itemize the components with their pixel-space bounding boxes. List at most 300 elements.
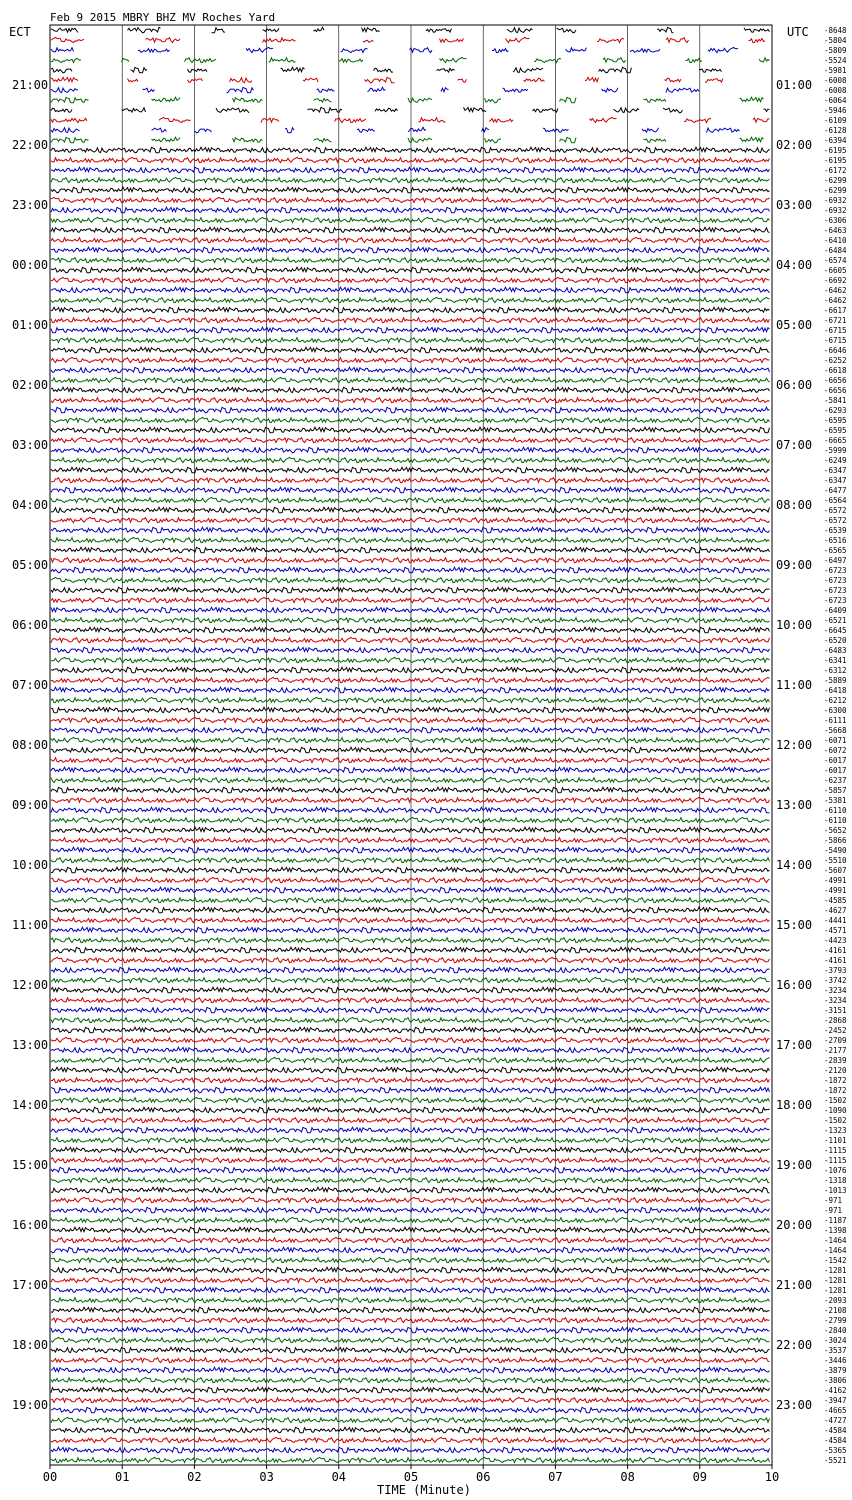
trace-offset-label: -5946: [824, 106, 847, 115]
trace-offset-labels: [824, 26, 847, 1465]
trace-offset-label: -6249: [824, 456, 847, 465]
trace-row: [51, 257, 770, 262]
trace-row: [51, 1107, 770, 1113]
trace-offset-label: -1115: [824, 1146, 847, 1155]
x-tick-label: 00: [42, 1470, 58, 1484]
trace-row: [51, 1047, 770, 1053]
trace-row: [51, 277, 770, 282]
trace-offset-label: -4585: [824, 896, 847, 905]
trace-row: [51, 1357, 770, 1362]
trace-row: [51, 697, 770, 702]
trace-offset-label: -1076: [824, 1166, 847, 1175]
trace-offset-label: -5841: [824, 396, 847, 405]
trace-row: [51, 1137, 770, 1142]
trace-offset-label: -3234: [824, 996, 847, 1005]
trace-row: [51, 537, 770, 542]
trace-offset-label: -6418: [824, 686, 847, 695]
x-tick-label: 04: [331, 1470, 347, 1484]
trace-offset-label: -5981: [824, 66, 847, 75]
right-hour-label: 04:00: [776, 258, 813, 272]
trace-offset-label: -5857: [824, 786, 847, 795]
right-hour-label: 20:00: [776, 1218, 813, 1232]
trace-offset-label: -1281: [824, 1276, 847, 1285]
trace-row: [51, 767, 770, 773]
right-hour-label: 12:00: [776, 738, 813, 752]
trace-offset-label: -6195: [824, 156, 847, 165]
trace-row: [51, 1127, 770, 1133]
trace-row: [51, 887, 770, 893]
trace-row: [51, 1457, 770, 1462]
trace-row: [51, 417, 770, 422]
trace-row: [51, 547, 770, 553]
left-hour-label: 01:00: [12, 318, 49, 332]
trace-row: [51, 1247, 770, 1253]
trace-row: [51, 557, 770, 562]
trace-offset-label: -6574: [824, 256, 847, 265]
left-hour-label: 00:00: [12, 258, 49, 272]
right-hour-label: 15:00: [776, 918, 813, 932]
trace-row: [51, 1377, 770, 1382]
right-hour-label: 03:00: [776, 198, 813, 212]
trace-offset-label: -5809: [824, 46, 847, 55]
trace-row: [51, 907, 770, 913]
trace-offset-label: -6111: [824, 716, 847, 725]
trace-row: [51, 677, 770, 682]
trace-row: [51, 297, 770, 302]
trace-offset-label: -1115: [824, 1156, 847, 1165]
x-tick-label: 02: [187, 1470, 202, 1484]
trace-offset-label: -5381: [824, 796, 847, 805]
trace-offset-label: -6572: [824, 516, 847, 525]
trace-offset-label: -2799: [824, 1316, 847, 1325]
trace-row: [51, 727, 770, 733]
trace-row: [51, 1367, 770, 1373]
left-hour-label: 14:00: [12, 1098, 49, 1112]
trace-offset-label: -1090: [824, 1106, 847, 1115]
trace-row: [51, 1407, 770, 1413]
trace-row: [51, 977, 770, 982]
trace-offset-label: -6715: [824, 326, 847, 335]
trace-offset-label: -1464: [824, 1246, 847, 1255]
trace-row: [51, 97, 764, 103]
trace-offset-label: -1542: [824, 1256, 847, 1265]
left-hour-label: 08:00: [12, 738, 49, 752]
trace-offset-label: -6645: [824, 626, 847, 635]
trace-row: [51, 27, 770, 33]
trace-offset-label: -6617: [824, 306, 847, 315]
trace-offset-label: -6484: [824, 246, 847, 255]
trace-offset-label: -6195: [824, 146, 847, 155]
trace-offset-label: -6252: [824, 356, 847, 365]
trace-offset-label: -6497: [824, 556, 847, 565]
x-tick-label: 07: [548, 1470, 563, 1484]
trace-row: [51, 197, 770, 202]
trace-row: [51, 1317, 770, 1322]
trace-offset-label: -6656: [824, 376, 847, 385]
trace-offset-label: -6110: [824, 816, 847, 825]
trace-row: [51, 457, 770, 462]
trace-row: [51, 787, 770, 793]
trace-row: [51, 177, 770, 182]
trace-row: [51, 1387, 770, 1393]
trace-row: [51, 1447, 770, 1453]
trace-offset-label: -6520: [824, 636, 847, 645]
trace-row: [51, 1397, 770, 1402]
right-hour-label: 02:00: [776, 138, 813, 152]
trace-row: [51, 437, 770, 442]
trace-offset-label: -6293: [824, 406, 847, 415]
trace-row: [51, 37, 765, 42]
trace-offset-label: -1318: [824, 1176, 847, 1185]
trace-row: [51, 707, 770, 713]
x-tick-label: 10: [764, 1470, 780, 1484]
left-hour-label: 12:00: [12, 978, 49, 992]
trace-row: [51, 777, 770, 782]
trace-row: [51, 877, 770, 882]
right-hour-label: 10:00: [776, 618, 813, 632]
trace-offset-label: -3879: [824, 1366, 847, 1375]
trace-offset-label: -6110: [824, 806, 847, 815]
trace-row: [51, 147, 770, 153]
trace-offset-label: -6341: [824, 656, 847, 665]
trace-row: [51, 917, 770, 922]
trace-row: [51, 87, 699, 93]
trace-offset-label: -6299: [824, 186, 847, 195]
trace-row: [51, 497, 770, 502]
left-hour-label: 22:00: [12, 138, 49, 152]
trace-offset-label: -6410: [824, 236, 847, 245]
right-hour-label: 18:00: [776, 1098, 813, 1112]
trace-offset-label: -6299: [824, 176, 847, 185]
left-hour-label: 18:00: [12, 1338, 49, 1352]
trace-row: [51, 1007, 770, 1013]
trace-row: [51, 1417, 770, 1422]
trace-offset-label: -6109: [824, 116, 847, 125]
trace-row: [51, 527, 770, 533]
trace-offset-label: -5652: [824, 826, 847, 835]
trace-offset-label: -4571: [824, 926, 847, 935]
trace-row: [51, 897, 770, 902]
trace-row: [51, 957, 770, 962]
x-tick-label: 01: [114, 1470, 130, 1484]
trace-row: [51, 447, 770, 453]
trace-offset-label: -6723: [824, 586, 847, 595]
chart-title: Feb 9 2015 MBRY BHZ MV Roches Yard: [50, 11, 276, 24]
trace-offset-label: -6008: [824, 86, 847, 95]
left-hour-label: 03:00: [12, 438, 49, 452]
trace-offset-label: -5490: [824, 846, 847, 855]
trace-row: [51, 657, 770, 662]
trace-row: [51, 587, 770, 593]
trace-offset-label: -2120: [824, 1066, 847, 1075]
trace-row: [51, 217, 770, 222]
trace-offset-label: -1323: [824, 1126, 847, 1135]
right-hour-label: 13:00: [776, 798, 813, 812]
trace-row: [51, 997, 770, 1002]
trace-row: [51, 267, 770, 273]
trace-row: [51, 717, 770, 722]
trace-row: [51, 47, 738, 52]
trace-row: [51, 1077, 770, 1082]
trace-offset-label: -6172: [824, 166, 847, 175]
trace-row: [51, 1347, 770, 1353]
trace-row: [51, 1227, 770, 1233]
trace-offset-label: -4584: [824, 1426, 847, 1435]
trace-offset-label: -6932: [824, 206, 847, 215]
trace-row: [51, 167, 770, 173]
trace-row: [51, 427, 770, 433]
trace-row: [51, 837, 770, 842]
trace-row: [51, 577, 770, 582]
trace-offset-label: -6516: [824, 536, 847, 545]
trace-offset-label: -6595: [824, 416, 847, 425]
trace-row: [51, 1147, 770, 1153]
trace-offset-label: -6477: [824, 486, 847, 495]
trace-row: [51, 57, 770, 62]
trace-row: [51, 397, 770, 402]
trace-row: [51, 987, 770, 993]
trace-row: [51, 937, 770, 942]
trace-offset-label: -2108: [824, 1306, 847, 1315]
right-hour-label: 11:00: [776, 678, 813, 692]
trace-row: [51, 1037, 770, 1042]
right-hour-label: 22:00: [776, 1338, 813, 1352]
right-hour-label: 23:00: [776, 1398, 813, 1412]
trace-row: [51, 1017, 770, 1022]
left-hour-label: 09:00: [12, 798, 49, 812]
trace-offset-label: -6564: [824, 496, 847, 505]
trace-offset-label: -971: [824, 1206, 843, 1215]
trace-offset-label: -6932: [824, 196, 847, 205]
trace-offset-label: -6715: [824, 336, 847, 345]
trace-offset-label: -3234: [824, 986, 847, 995]
trace-row: [51, 1187, 770, 1193]
trace-row: [51, 967, 770, 973]
trace-offset-label: -6394: [824, 136, 847, 145]
trace-row: [51, 237, 770, 242]
trace-row: [51, 307, 770, 313]
trace-row: [51, 377, 770, 382]
right-hour-label: 09:00: [776, 558, 813, 572]
trace-offset-label: -3947: [824, 1396, 847, 1405]
trace-offset-label: -6605: [824, 266, 847, 275]
trace-offset-label: -4584: [824, 1436, 847, 1445]
trace-offset-label: -5866: [824, 836, 847, 845]
right-hour-label: 05:00: [776, 318, 813, 332]
trace-offset-label: -1872: [824, 1076, 847, 1085]
trace-row: [51, 517, 770, 522]
left-hour-label: 07:00: [12, 678, 49, 692]
trace-row: [51, 597, 770, 602]
trace-offset-label: -6723: [824, 596, 847, 605]
trace-offset-label: -5607: [824, 866, 847, 875]
trace-offset-label: -5365: [824, 1446, 847, 1455]
trace-offset-label: -3446: [824, 1356, 847, 1365]
trace-row: [51, 407, 770, 413]
trace-row: [51, 567, 770, 573]
trace-row: [51, 687, 770, 693]
left-hour-label: 11:00: [12, 918, 49, 932]
right-hour-label: 19:00: [776, 1158, 813, 1172]
left-hour-label: 05:00: [12, 558, 49, 572]
trace-offset-label: -6300: [824, 706, 847, 715]
trace-offset-label: -6128: [824, 126, 847, 135]
trace-offset-label: -1013: [824, 1186, 847, 1195]
trace-offset-label: -5524: [824, 56, 847, 65]
left-hour-label: 13:00: [12, 1038, 49, 1052]
trace-row: [51, 477, 770, 482]
trace-offset-label: -6665: [824, 436, 847, 445]
trace-row: [51, 1237, 770, 1242]
left-hour-label: 19:00: [12, 1398, 49, 1412]
left-hour-label: 15:00: [12, 1158, 49, 1172]
trace-row: [51, 827, 770, 833]
trace-offset-label: -5521: [824, 1456, 847, 1465]
trace-row: [51, 347, 770, 353]
left-hour-label: 10:00: [12, 858, 49, 872]
trace-offset-label: -6347: [824, 466, 847, 475]
trace-offset-label: -4161: [824, 946, 847, 955]
trace-row: [51, 1177, 770, 1182]
trace-offset-label: -2177: [824, 1046, 847, 1055]
trace-offset-label: -3742: [824, 976, 847, 985]
x-tick-label: 05: [403, 1470, 419, 1484]
trace-offset-label: -2840: [824, 1326, 847, 1335]
trace-row: [51, 317, 770, 322]
trace-offset-label: -5999: [824, 446, 847, 455]
trace-offset-label: -4991: [824, 886, 847, 895]
trace-offset-label: -5889: [824, 676, 847, 685]
trace-offset-label: -1281: [824, 1266, 847, 1275]
trace-row: [51, 847, 770, 853]
trace-row: [51, 1437, 770, 1442]
x-axis-label: TIME (Minute): [377, 1483, 471, 1497]
trace-offset-label: -5668: [824, 726, 847, 735]
trace-offset-label: -6721: [824, 316, 847, 325]
trace-offset-label: -6347: [824, 476, 847, 485]
left-hour-label: 02:00: [12, 378, 49, 392]
trace-offset-label: -2709: [824, 1036, 847, 1045]
x-tick-label: 03: [259, 1470, 274, 1484]
right-hour-label: 16:00: [776, 978, 813, 992]
right-hour-label: 06:00: [776, 378, 813, 392]
left-hour-label: 04:00: [12, 498, 49, 512]
trace-row: [51, 867, 770, 873]
trace-offset-label: -3024: [824, 1336, 847, 1345]
trace-offset-label: -6656: [824, 386, 847, 395]
trace-offset-label: -4423: [824, 936, 847, 945]
right-hour-label: 14:00: [776, 858, 813, 872]
right-hour-labels: [776, 78, 812, 1412]
trace-row: [51, 187, 770, 193]
trace-offset-label: -2093: [824, 1296, 847, 1305]
trace-offset-label: -6462: [824, 296, 847, 305]
trace-row: [51, 247, 770, 253]
trace-row: [51, 327, 770, 333]
trace-offset-label: -1281: [824, 1286, 847, 1295]
x-tick-label: 09: [692, 1470, 708, 1484]
left-hour-labels: [12, 78, 48, 1412]
trace-row: [51, 1277, 770, 1282]
trace-offset-label: -3806: [824, 1376, 847, 1385]
right-timezone-label: UTC: [787, 25, 809, 39]
trace-row: [51, 1117, 770, 1122]
trace-row: [51, 117, 770, 122]
trace-offset-label: -6595: [824, 426, 847, 435]
trace-offset-label: -6618: [824, 366, 847, 375]
trace-row: [51, 607, 770, 613]
trace-row: [51, 807, 770, 813]
trace-offset-label: -2868: [824, 1016, 847, 1025]
trace-offset-label: -4161: [824, 956, 847, 965]
trace-offset-label: -1872: [824, 1086, 847, 1095]
left-hour-label: 23:00: [12, 198, 49, 212]
trace-offset-label: -1502: [824, 1096, 847, 1105]
trace-row: [51, 157, 770, 162]
trace-row: [51, 1167, 770, 1173]
right-hour-label: 17:00: [776, 1038, 813, 1052]
trace-row: [51, 857, 770, 862]
trace-offset-label: -5510: [824, 856, 847, 865]
x-axis-ticks: [43, 1465, 779, 1484]
trace-offset-label: -6312: [824, 666, 847, 675]
trace-row: [51, 757, 770, 762]
trace-row: [51, 797, 770, 802]
trace-row: [51, 637, 770, 642]
trace-group: [51, 27, 770, 1462]
trace-offset-label: -4441: [824, 916, 847, 925]
trace-row: [51, 1217, 770, 1222]
x-tick-label: 06: [475, 1470, 491, 1484]
trace-row: [51, 927, 770, 933]
trace-row: [51, 1087, 770, 1093]
trace-offset-label: -6409: [824, 606, 847, 615]
trace-row: [51, 817, 770, 822]
trace-offset-label: -6723: [824, 566, 847, 575]
trace-row: [51, 647, 770, 653]
trace-row: [51, 357, 770, 362]
trace-offset-label: -6646: [824, 346, 847, 355]
trace-row: [51, 507, 770, 513]
trace-offset-label: -4991: [824, 876, 847, 885]
trace-offset-label: -6064: [824, 96, 847, 105]
trace-offset-label: -6692: [824, 276, 847, 285]
trace-offset-label: -3537: [824, 1346, 847, 1355]
trace-row: [51, 1427, 770, 1433]
trace-offset-label: -1187: [824, 1216, 847, 1225]
trace-row: [51, 667, 770, 673]
trace-offset-label: -971: [824, 1196, 843, 1205]
trace-offset-label: -6521: [824, 616, 847, 625]
trace-offset-label: -1101: [824, 1136, 847, 1145]
trace-offset-label: -4727: [824, 1416, 847, 1425]
trace-row: [51, 137, 764, 143]
trace-row: [51, 227, 770, 233]
trace-offset-label: -6008: [824, 76, 847, 85]
trace-row: [51, 337, 770, 342]
trace-row: [51, 1257, 770, 1262]
trace-row: [51, 367, 770, 373]
trace-row: [51, 1327, 770, 1333]
trace-row: [51, 1067, 770, 1073]
left-hour-label: 21:00: [12, 78, 49, 92]
trace-row: [51, 617, 770, 622]
trace-offset-label: -1464: [824, 1236, 847, 1245]
trace-row: [51, 1157, 770, 1162]
trace-offset-label: -4627: [824, 906, 847, 915]
trace-row: [51, 1207, 770, 1213]
trace-row: [51, 1297, 770, 1302]
